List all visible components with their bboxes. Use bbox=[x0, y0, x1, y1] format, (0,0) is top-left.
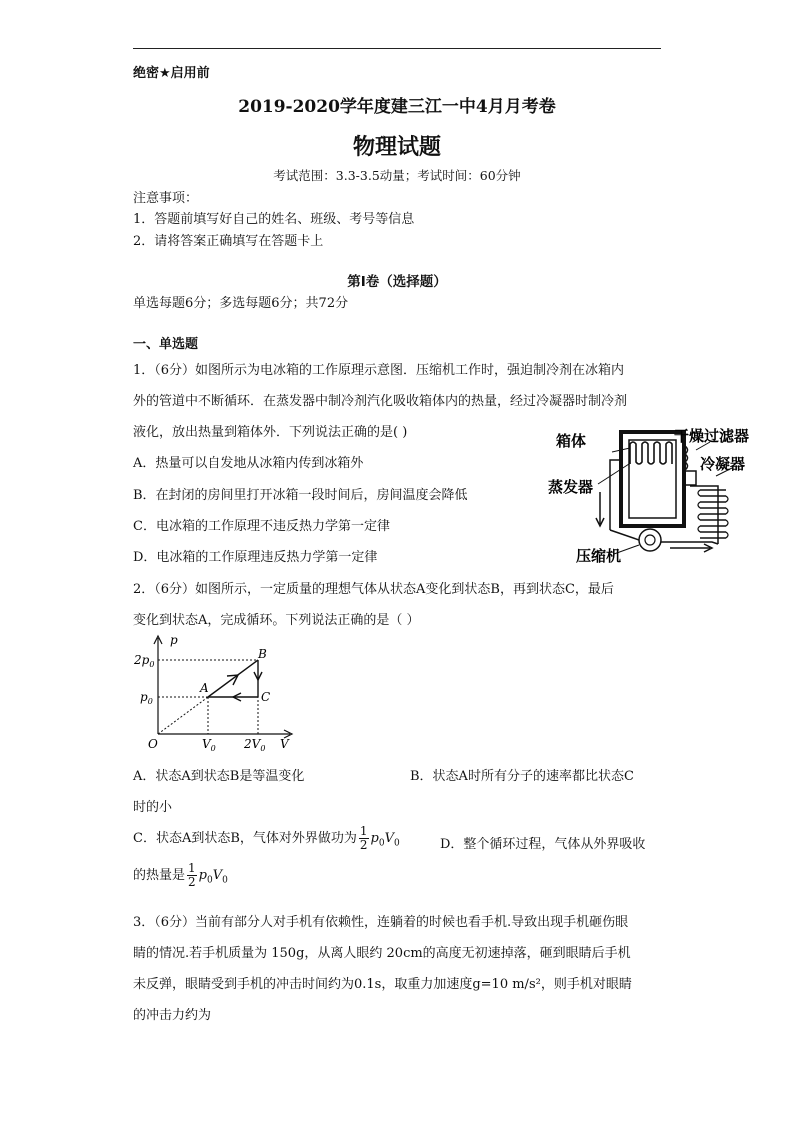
notes-heading: 注意事项： bbox=[133, 191, 199, 206]
label-box: 箱体 bbox=[556, 432, 587, 450]
fridge-diagram bbox=[540, 424, 760, 570]
subject-title: 物理试题 bbox=[352, 135, 441, 160]
q3-stem-line: 未反弹，眼睛受到手机的冲击时间约为0.1s，取重力加速度g=10 m/s²，则手机对眼睛 bbox=[133, 977, 632, 992]
q3-stem-line: 睛的情况.若手机质量为 150g，从离人眼约 20cm的高度无初速掉落，砸到眼睛后手机 bbox=[133, 946, 631, 961]
pv-graph bbox=[130, 630, 300, 758]
label-2v0: $2V_0$ bbox=[244, 737, 266, 753]
fraction-half: $\frac{1}{2}$ bbox=[188, 861, 196, 889]
section-title: 第I卷（选择题） bbox=[347, 274, 447, 290]
q2-option-b-cont: 时的小 bbox=[133, 800, 173, 815]
label-evaporator: 蒸发器 bbox=[548, 478, 594, 496]
top-rule bbox=[133, 48, 661, 49]
note-item: 1．答题前填写好自己的姓名、班级、考号等信息 bbox=[133, 212, 415, 227]
q1-stem-line: 外的管道中不断循环．在蒸发器中制冷剂汽化吸收箱体内的热量，经过冷凝器时制冷剂 bbox=[133, 394, 628, 409]
fraction-half: $\frac{1}{2}$ bbox=[359, 824, 368, 852]
label-compressor: 压缩机 bbox=[576, 547, 622, 565]
label-state-b: B bbox=[258, 647, 267, 661]
q1-option-a: A．热量可以自发地从冰箱内传到冰箱外 bbox=[133, 456, 364, 471]
q1-stem-line: 1．（6分）如图所示为电冰箱的工作原理示意图．压缩机工作时，强迫制冷剂在冰箱内 bbox=[133, 363, 625, 378]
q1-option-d: D．电冰箱的工作原理违反热力学第一定律 bbox=[133, 550, 378, 565]
label-p: p bbox=[170, 633, 178, 647]
origin-line bbox=[158, 697, 208, 734]
q2-option-d: D．整个循环过程，气体从外界吸收 bbox=[440, 837, 646, 852]
q2-option-c: C．状态A到状态B，气体对外界做功为 $\frac{1}{2}$ $p_0V_0$ bbox=[133, 824, 400, 852]
note-item: 2．请将答案正确填写在答题卡上 bbox=[133, 234, 324, 249]
label-condenser: 冷凝器 bbox=[700, 455, 746, 473]
condenser-coil bbox=[690, 486, 728, 544]
q3-stem-line: 3．（6分）当前有部分人对手机有依赖性，连躺着的时候也看手机.导致出现手机砸伤眼 bbox=[133, 915, 629, 930]
label-v0: $V_0$ bbox=[202, 737, 216, 753]
q2-option-d-cont: 的热量是 $\frac{1}{2}$ $p_0V_0$ bbox=[133, 861, 228, 889]
q3-stem-line: 的冲击力约为 bbox=[133, 1008, 212, 1023]
compressor-body bbox=[639, 529, 661, 551]
q2-option-a: A．状态A到状态B是等温变化 bbox=[133, 769, 305, 784]
exam-info: 考试范围：3.3-3.5动量；考试时间：60分钟 bbox=[273, 168, 521, 183]
evaporator-coil bbox=[630, 442, 672, 464]
q2-stem-line: 变化到状态A，完成循环。下列说法正确的是（ ） bbox=[133, 613, 420, 628]
section-scoring: 单选每题6分；多选每题6分；共72分 bbox=[133, 296, 349, 311]
q2-option-b: B．状态A时所有分子的速率都比状态C bbox=[410, 769, 634, 784]
label-v: V bbox=[280, 737, 289, 751]
label-p0: $p_0$ bbox=[140, 690, 153, 706]
label-dryer: 干燥过滤器 bbox=[674, 427, 750, 445]
label-origin: O bbox=[148, 737, 158, 751]
part-heading: 一、单选题 bbox=[133, 337, 199, 352]
exam-title: 2019-2020学年度建三江一中4月月考卷 bbox=[238, 97, 556, 117]
q1-stem-line: 液化，放出热量到箱体外．下列说法正确的是( ) bbox=[133, 425, 408, 440]
q2-stem-line: 2．（6分）如图所示，一定质量的理想气体从状态A变化到状态B，再到状态C，最后 bbox=[133, 582, 614, 597]
compressor-rotor bbox=[645, 535, 655, 545]
path-ab bbox=[208, 660, 258, 697]
suction-pipe bbox=[610, 530, 639, 540]
label-2p0: $2p_0$ bbox=[134, 653, 155, 669]
q1-option-b: B．在封闭的房间里打开冰箱一段时间后，房间温度会降低 bbox=[133, 488, 468, 503]
secret-mark: 绝密★启用前 bbox=[133, 66, 210, 81]
evaporator-pointer bbox=[598, 464, 629, 484]
discharge-pipe bbox=[661, 542, 718, 544]
q1-option-c: C．电冰箱的工作原理不违反热力学第一定律 bbox=[133, 519, 390, 534]
label-state-c: C bbox=[261, 690, 271, 704]
label-state-a: A bbox=[200, 681, 209, 695]
